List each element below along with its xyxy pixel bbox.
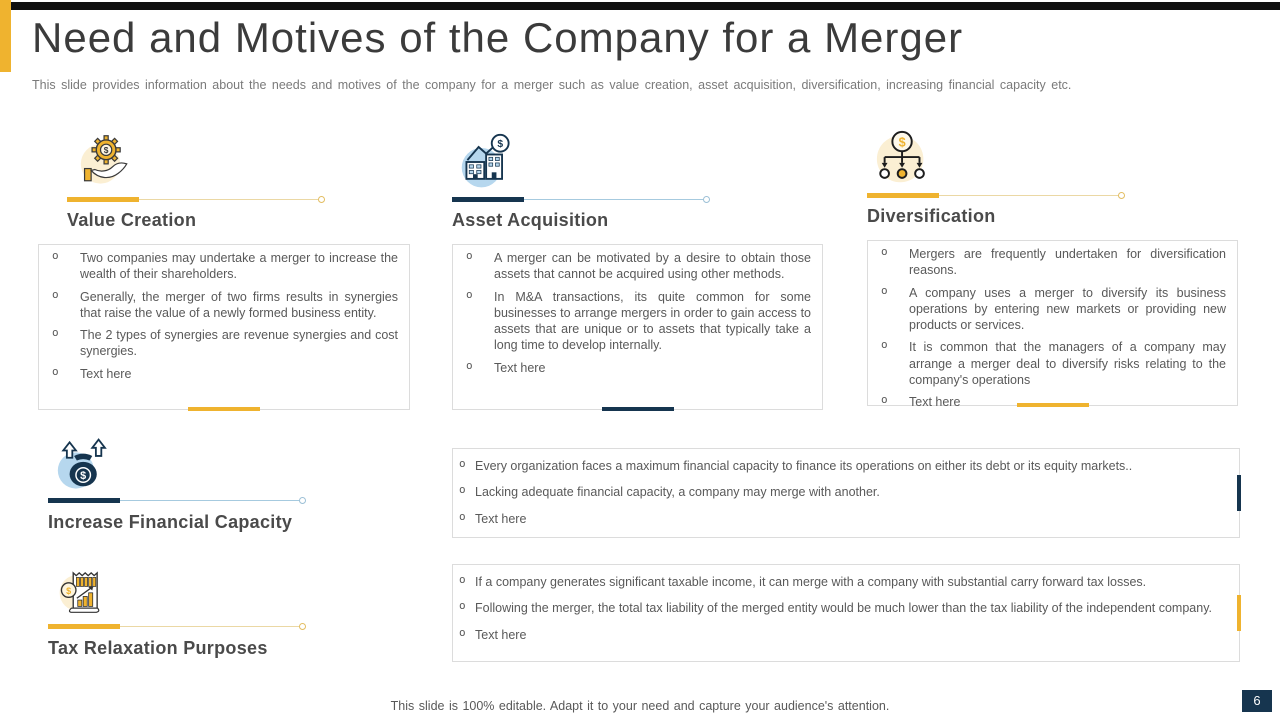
svg-text:$: $ [66,586,72,597]
bullet-list [453,574,1227,643]
bullet-item: o A merger can be motivated by a desire to obtain those assets that cannot be acquired using other methods. [453,250,816,283]
row-title: Increase Financial Capacity [48,512,293,532]
bullet-item: o Text here [453,511,1227,527]
box-accent [1237,595,1241,631]
slide-title: Need and Motives of the Company for a Merger [32,14,964,61]
svg-text:$: $ [497,139,504,150]
icon-wrap [78,132,410,194]
bullet-item: o Every organization faces a maximum financial capacity to finance its operations on either its debt or its equity markets.. [453,458,1227,474]
bullet-list [453,458,1227,527]
row-tax-relaxation-purposes [48,562,328,659]
heading-divider [867,192,1125,199]
box-accent [1017,403,1089,407]
card-title: Asset Acquisition [452,210,609,230]
bullet-item: o Lacking adequate financial capacity, a company may merge with another. [453,484,1227,500]
card-asset-acquisition [452,132,823,410]
bullet-list [453,250,816,376]
bullet-list [868,246,1231,410]
card-value-creation [38,132,410,410]
org-chart-dollar-icon [873,128,935,190]
card-title: Diversification [867,206,996,226]
bullet-item: o A company uses a merger to diversify its business operations by entering new markets or providing new products or services. [868,285,1231,334]
bullet-box [452,448,1240,538]
icon-wrap [458,132,823,194]
bullet-item: o Text here [868,394,1231,410]
bullet-item: o Mergers are frequently undertaken for diversification reasons. [868,246,1231,279]
buildings-dollar-icon [458,132,518,192]
heading-divider [48,497,306,504]
footer-note: This slide is 100% editable. Adapt it to your need and capture your audience's attention. [390,699,890,713]
svg-text:$: $ [80,470,87,483]
bullet-item: o Following the merger, the total tax liability of the merged entity would be much lower than the tax liability of the independent company. [453,600,1227,616]
box-accent [602,407,674,411]
top-accent-bar [10,2,1280,10]
row-increase-financial-capacity [48,436,328,533]
card-title: Value Creation [67,210,197,230]
money-bag-arrows-icon [56,436,114,494]
hand-gear-dollar-icon [78,132,138,192]
tax-receipt-chart-icon [56,562,114,620]
heading-divider [67,196,325,203]
bullet-box [452,244,823,410]
slide-subtitle: This slide provides information about the needs and motives of the company for a merger such as value creation, asset acquisition, diversification, increasing financial capacity etc. [32,78,1072,92]
row-title: Tax Relaxation Purposes [48,638,268,658]
svg-text:$: $ [103,145,109,156]
bullet-box [867,240,1238,409]
bullet-item: o Generally, the merger of two firms results in synergies that raise the value of a newly formed business entity. [39,289,403,322]
heading-divider [452,196,710,203]
bullet-box [38,244,410,410]
bullet-item: o It is common that the managers of a company may arrange a merger deal to diversify risks relating to the company's operations [868,339,1231,388]
bullet-item: o Text here [453,360,816,376]
bullet-item: o Text here [39,366,403,382]
bullet-list [39,250,403,382]
bullet-box [452,564,1240,662]
bullet-item: o Two companies may undertake a merger to increase the wealth of their shareholders. [39,250,403,283]
card-diversification [867,128,1238,409]
icon-wrap [56,562,328,620]
box-accent [188,407,260,411]
box-accent [1237,475,1241,511]
heading-divider [48,623,306,630]
bullet-item: o Text here [453,627,1227,643]
icon-wrap [56,436,328,494]
icon-wrap [873,128,1238,190]
bullet-item: o The 2 types of synergies are revenue synergies and cost synergies. [39,327,403,360]
left-accent-bar [0,0,11,72]
svg-text:$: $ [898,135,906,150]
page-number-badge: 6 [1242,690,1272,712]
bullet-item: o If a company generates significant taxable income, it can merge with a company with substantial carry forward tax losses. [453,574,1227,590]
bullet-item: o In M&A transactions, its quite common for some businesses to arrange mergers in order to gain access to assets that are unique or to assets that typically take a long time to develop internally. [453,289,816,354]
